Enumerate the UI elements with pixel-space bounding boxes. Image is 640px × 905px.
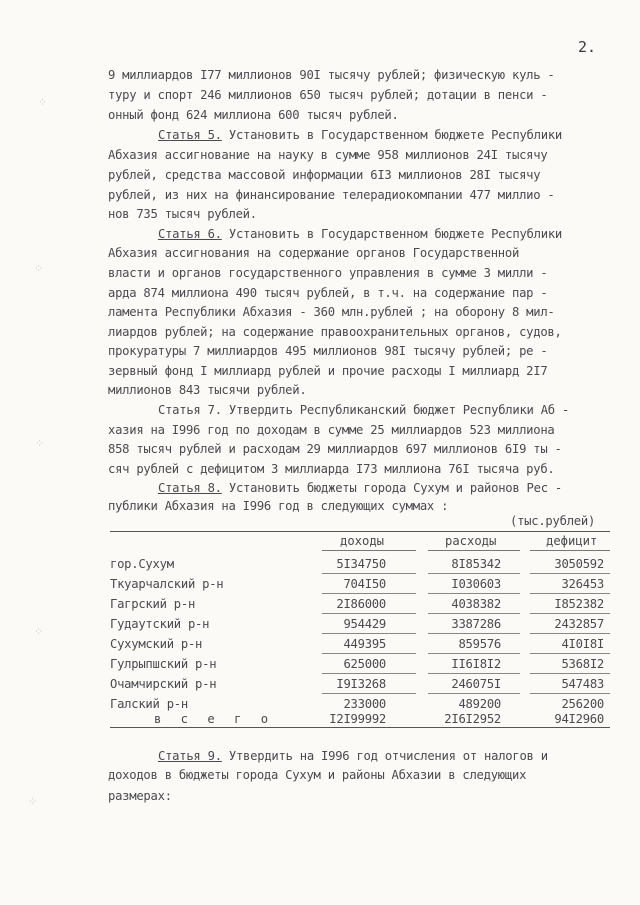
cell-underline [530, 673, 610, 674]
cell-underline [530, 693, 610, 694]
cell-underline [530, 633, 610, 634]
paragraph-line: 9 миллиардов I77 миллионов 90I тысячу рублей; физическую куль - [108, 68, 555, 82]
column-header-expense: расходы [445, 534, 497, 548]
total-expense: 2I6I2952 [444, 712, 501, 726]
table-total-row [108, 712, 610, 731]
margin-mark: ⁘ [34, 262, 44, 275]
row-deficit: 5368I2 [561, 657, 604, 671]
paragraph-line: размерах: [108, 789, 172, 803]
margin-mark: ⁘ [38, 96, 48, 109]
row-expense: 246075I [451, 677, 501, 691]
article-8-first-line [158, 479, 562, 497]
cell-underline [322, 633, 416, 634]
table-top-rule [110, 531, 610, 532]
paragraph-line: Абхазия ассигнования на содержание органов Государственной [108, 246, 520, 260]
row-deficit: 2432857 [554, 617, 604, 631]
paragraph-line: Абхазия ассигнование на науку в сумме 958 миллионов 24I тысячу [108, 148, 548, 162]
row-income: 704I50 [343, 577, 386, 591]
cell-underline [428, 693, 520, 694]
paragraph-line: рублей, из них на финансирование телерадиокомпании 477 миллио - [108, 188, 555, 202]
row-name: Сухумский р-н [110, 637, 203, 651]
row-expense: II6I8I2 [451, 657, 501, 671]
article-5-text: Установить в Государственном бюджете Республики [221, 128, 562, 142]
article-6-first-line [158, 225, 562, 243]
table-row [108, 677, 610, 696]
row-income: 449395 [343, 637, 386, 651]
table-row [108, 577, 610, 596]
paragraph-line: зервный фонд I миллиард рублей и прочие расходы I миллиард 2I7 [108, 364, 548, 378]
paragraph-line: миллионов 843 тысячи рублей. [108, 383, 307, 397]
row-expense: 489200 [458, 697, 501, 711]
paragraph-line: ламента Республики Абхазия - 360 млн.рублей ; на оборону 8 мил- [108, 305, 555, 319]
row-name: Гагрский р-н [110, 597, 196, 611]
row-deficit: 4I0I8I [561, 637, 604, 651]
margin-mark: ⁘ [34, 625, 44, 638]
paragraph-line: 858 тысяч рублей и расходам 29 миллиардов 697 миллионов 6I9 ты - [108, 442, 562, 456]
total-label: в с е г о [154, 712, 275, 726]
paragraph-line: рублей, средства массовой информации 6I3 миллионов 28I тысячу [108, 168, 541, 182]
cell-underline [322, 593, 416, 594]
cell-underline [428, 573, 520, 574]
cell-underline [530, 653, 610, 654]
cell-underline [322, 653, 416, 654]
table-row [108, 617, 610, 636]
paragraph-line: публики Абхазия на I996 год в следующих суммах : [108, 499, 449, 513]
paragraph-line: прокуратуры 7 миллиардов 495 миллионов 98I тысячу рублей; ре - [108, 344, 548, 358]
row-name: Гудаутский р-н [110, 617, 210, 631]
column-rule [428, 550, 520, 551]
row-expense: 859576 [458, 637, 501, 651]
cell-underline [322, 693, 416, 694]
row-deficit: 3050592 [554, 557, 604, 571]
cell-underline [428, 633, 520, 634]
cell-underline [428, 593, 520, 594]
row-deficit: I852382 [554, 597, 604, 611]
paragraph-line: доходов в бюджеты города Сухум и районы Абхазии в следующих [108, 768, 527, 782]
row-name: Галский р-н [110, 697, 188, 711]
article-5-heading: Статья 5. [158, 128, 222, 142]
column-header-income: доходы [340, 534, 385, 548]
article-5-first-line [158, 126, 562, 144]
row-name: Очамчирский р-н [110, 677, 217, 691]
article-6-heading: Статья 6. [158, 227, 222, 241]
row-name: Гулрыпшский р-н [110, 657, 217, 671]
row-income: 625000 [343, 657, 386, 671]
row-income: 5I34750 [336, 557, 386, 571]
article-9-text: Утвердить на I996 год отчисления от налогов и [221, 749, 548, 763]
column-rule [530, 550, 610, 551]
row-deficit: 256200 [561, 697, 604, 711]
row-expense: 8I85342 [451, 557, 501, 571]
cell-underline [428, 613, 520, 614]
cell-underline [530, 593, 610, 594]
table-row [108, 657, 610, 676]
cell-underline [322, 573, 416, 574]
paragraph-line: арда 874 миллиона 490 тысяч рублей, в т.ч. на содержание пар - [108, 286, 548, 300]
row-income: 2I86000 [336, 597, 386, 611]
row-expense: 4038382 [451, 597, 501, 611]
cell-underline [322, 673, 416, 674]
row-income: I9I3268 [336, 677, 386, 691]
cell-underline [322, 613, 416, 614]
row-expense: 3387286 [451, 617, 501, 631]
table-row [108, 637, 610, 656]
column-header-deficit: дефицит [546, 534, 598, 548]
cell-underline [530, 613, 610, 614]
paragraph-line: онный фонд 624 миллиона 600 тысяч рублей. [108, 108, 399, 122]
article-8-heading: Статья 8. [158, 481, 222, 495]
article-9-heading: Статья 9. [158, 749, 222, 763]
page-number: 2. [578, 38, 597, 56]
total-deficit: 94I2960 [554, 712, 604, 726]
row-expense: I030603 [451, 577, 501, 591]
paragraph-line: хазия на I996 год по доходам в сумме 25 миллиардов 523 миллиона [108, 423, 555, 437]
article-7-first-line: Статья 7. Утвердить Республиканский бюджет Республики Аб - [158, 403, 570, 417]
margin-mark: ⁘ [28, 795, 38, 808]
total-income: I2I99992 [329, 712, 386, 726]
article-9-first-line [158, 747, 548, 765]
paragraph-line: туру и спорт 246 миллионов 650 тысяч рублей; дотации в пенси - [108, 88, 548, 102]
row-income: 233000 [343, 697, 386, 711]
table-row [108, 557, 610, 576]
row-name: Ткуарчалский р-н [110, 577, 224, 591]
row-income: 954429 [343, 617, 386, 631]
cell-underline [428, 673, 520, 674]
table-row [108, 597, 610, 616]
paragraph-line: лиардов рублей; на содержание правоохранительных органов, судов, [108, 325, 562, 339]
paragraph-line: власти и органов государственного управления в сумме 3 милли - [108, 266, 548, 280]
article-6-text: Установить в Государственном бюджете Республики [221, 227, 562, 241]
column-rule [322, 550, 416, 551]
paragraph-line: сяч рублей с дефицитом 3 миллиарда I73 миллиона 76I тысяча руб. [108, 462, 555, 476]
article-8-text: Установить бюджеты города Сухум и районов Рес - [221, 481, 562, 495]
table-units: (тыс.рублей) [510, 514, 596, 528]
row-deficit: 547483 [561, 677, 604, 691]
row-deficit: 326453 [561, 577, 604, 591]
cell-underline [530, 573, 610, 574]
row-name: гор.Сухум [110, 557, 174, 571]
margin-mark: ⁘ [35, 437, 45, 450]
paragraph-line: нов 735 тысяч рублей. [108, 207, 257, 221]
cell-underline [428, 653, 520, 654]
